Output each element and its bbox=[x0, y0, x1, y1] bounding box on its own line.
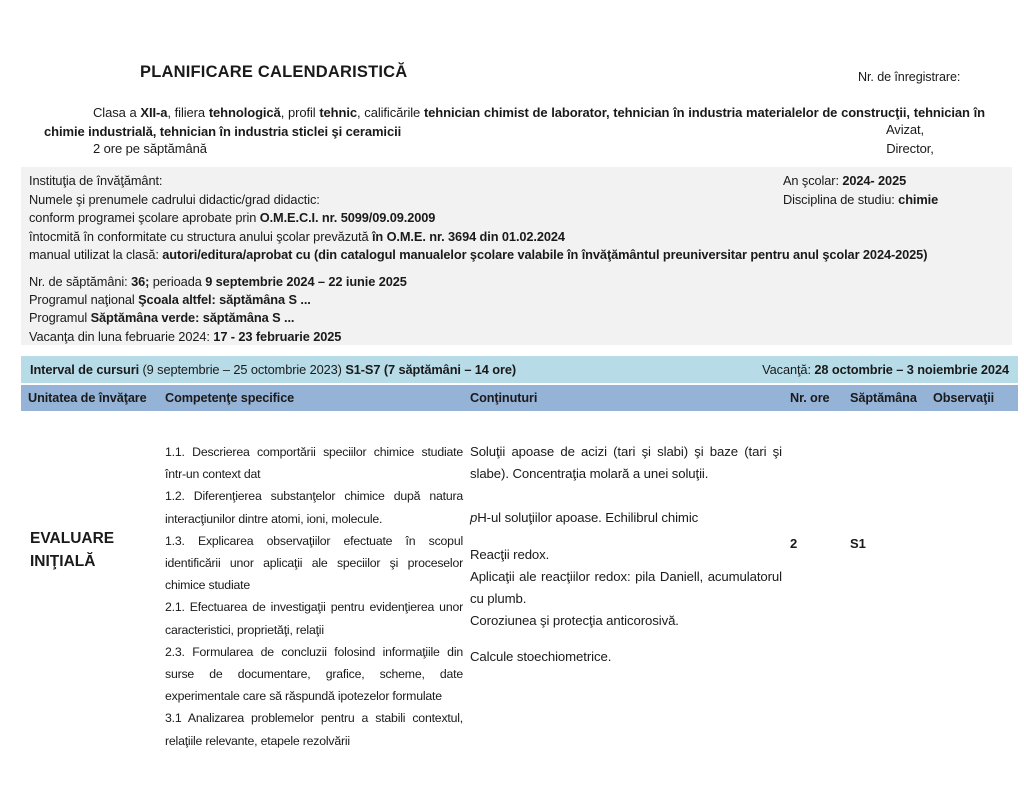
scoala-altfel-line: Programul naţional Şcoala altfel: săptămâna S ... bbox=[29, 292, 311, 308]
competency-item: 1.1. Descrierea comportării speciilor chimice studiate într-un context dat bbox=[165, 445, 463, 482]
competency-item: 3.1 Analizarea problemelor pentru a stabili contextul, relaţiile relevante, etapele rezolvării bbox=[165, 711, 463, 748]
structure-line: întocmită în conformitate cu structura anului şcolar prevăzută în O.M.E. nr. 3694 din 01.02.2024 bbox=[29, 228, 565, 244]
institution-row bbox=[29, 172, 1004, 191]
header-unit: Unitatea de învăţare bbox=[28, 391, 147, 405]
info-spacer bbox=[29, 265, 1004, 273]
content-item: pH-ul soluţiilor apoase. Echilibrul chimic bbox=[470, 510, 699, 525]
discipline: Disciplina de studiu: chimie bbox=[783, 191, 939, 207]
week-cell: S1 bbox=[850, 536, 866, 551]
program-approval-line: conform programei şcolare aprobate prin O.M.E.C.I. nr. 5099/09.09.2009 bbox=[29, 210, 436, 226]
institution-label: Instituţia de învăţământ: bbox=[29, 173, 163, 188]
weeks-line: Nr. de săptămâni: 36; perioada 9 septembrie 2024 – 22 iunie 2025 bbox=[29, 273, 407, 289]
header-hours: Nr. ore bbox=[790, 391, 830, 405]
content-item: Aplicaţii ale reacţiilor redox: pila Daniell, acumulatorul cu plumb. bbox=[470, 569, 782, 606]
director-label: Director, bbox=[886, 141, 934, 156]
class-description: Clasa a XII-a, filiera tehnologică, profil tehnic, calificările tehnician chimist de laborator, tehnician în industria materialelor de construcţii, tehnician în chimie industrială, tehnician în industria sticlei şi ceramicii bbox=[44, 105, 986, 139]
school-info-block bbox=[21, 167, 1012, 345]
table-header-row bbox=[21, 385, 1018, 411]
content-item: Calcule stoechiometrice. bbox=[470, 649, 612, 664]
header-week: Săptămâna bbox=[850, 391, 917, 405]
interval-band bbox=[21, 356, 1018, 383]
header-competencies: Competenţe specifice bbox=[165, 391, 295, 405]
saptamana-verde-line: Programul Săptămâna verde: săptămâna S ... bbox=[29, 310, 295, 326]
hours-per-week: 2 ore pe săptămână bbox=[93, 141, 207, 156]
avizat-label: Avizat, bbox=[885, 122, 925, 137]
hours-cell: 2 bbox=[790, 536, 798, 551]
competency-item: 2.1. Efectuarea de investigaţii pentru evidenţierea unor caracteristici, proprietăţi, relaţii bbox=[165, 600, 463, 637]
interval-text: Interval de cursuri (9 septembrie – 25 octombrie 2023) S1-S7 (7 săptămâni – 14 ore) bbox=[30, 362, 517, 377]
teacher-row bbox=[29, 191, 1004, 210]
content-item: Coroziunea şi protecţia anticorosivă. bbox=[470, 613, 679, 628]
vacation-text: Vacanţă: 28 octombrie – 3 noiembrie 2024 bbox=[762, 362, 1009, 377]
manual-line: manual utilizat la clasă: autori/editura/aprobat cu (din catalogul manualelor şcolare valabile în învăţământul preuniversitar pentru anul şcolar 2024-2025) bbox=[29, 247, 928, 263]
competency-item: 1.2. Diferenţierea substanţelor chimice după natura interacţiunilor dintre atomi, ioni, molecule. bbox=[165, 489, 463, 526]
unit-cell: EVALUARE INIŢIALĂ bbox=[30, 530, 115, 570]
competencies-cell bbox=[165, 441, 463, 752]
header-contents: Conţinuturi bbox=[470, 391, 538, 405]
teacher-label: Numele şi prenumele cadrului didactic/grad didactic: bbox=[29, 191, 320, 207]
contents-cell bbox=[470, 441, 782, 668]
competency-item: 1.3. Explicarea observaţiilor efectuate în scopul identificării unor aplicaţii ale speciilor şi proceselor chimice studiate bbox=[165, 533, 463, 593]
content-item: Soluţii apoase de acizi (tari şi slabi) şi baze (tari şi slabe). Concentraţia molară a unei soluţii. bbox=[470, 444, 782, 481]
february-vacation-line: Vacanţa din luna februarie 2024: 17 - 23 februarie 2025 bbox=[29, 328, 342, 344]
content-item: Reacţii redox. bbox=[470, 547, 550, 562]
registration-number-label: Nr. de înregistrare: bbox=[858, 70, 961, 84]
competency-item: 2.3. Formularea de concluzii folosind informaţiile din surse de documentare, grafice, scheme, date experimentale care să răspundă ipotezelor formulate bbox=[165, 644, 463, 704]
school-year: An şcolar: 2024- 2025 bbox=[783, 173, 907, 188]
page-title: PLANIFICARE CALENDARISTICĂ bbox=[140, 63, 408, 81]
header-observations: Observaţii bbox=[933, 391, 995, 405]
